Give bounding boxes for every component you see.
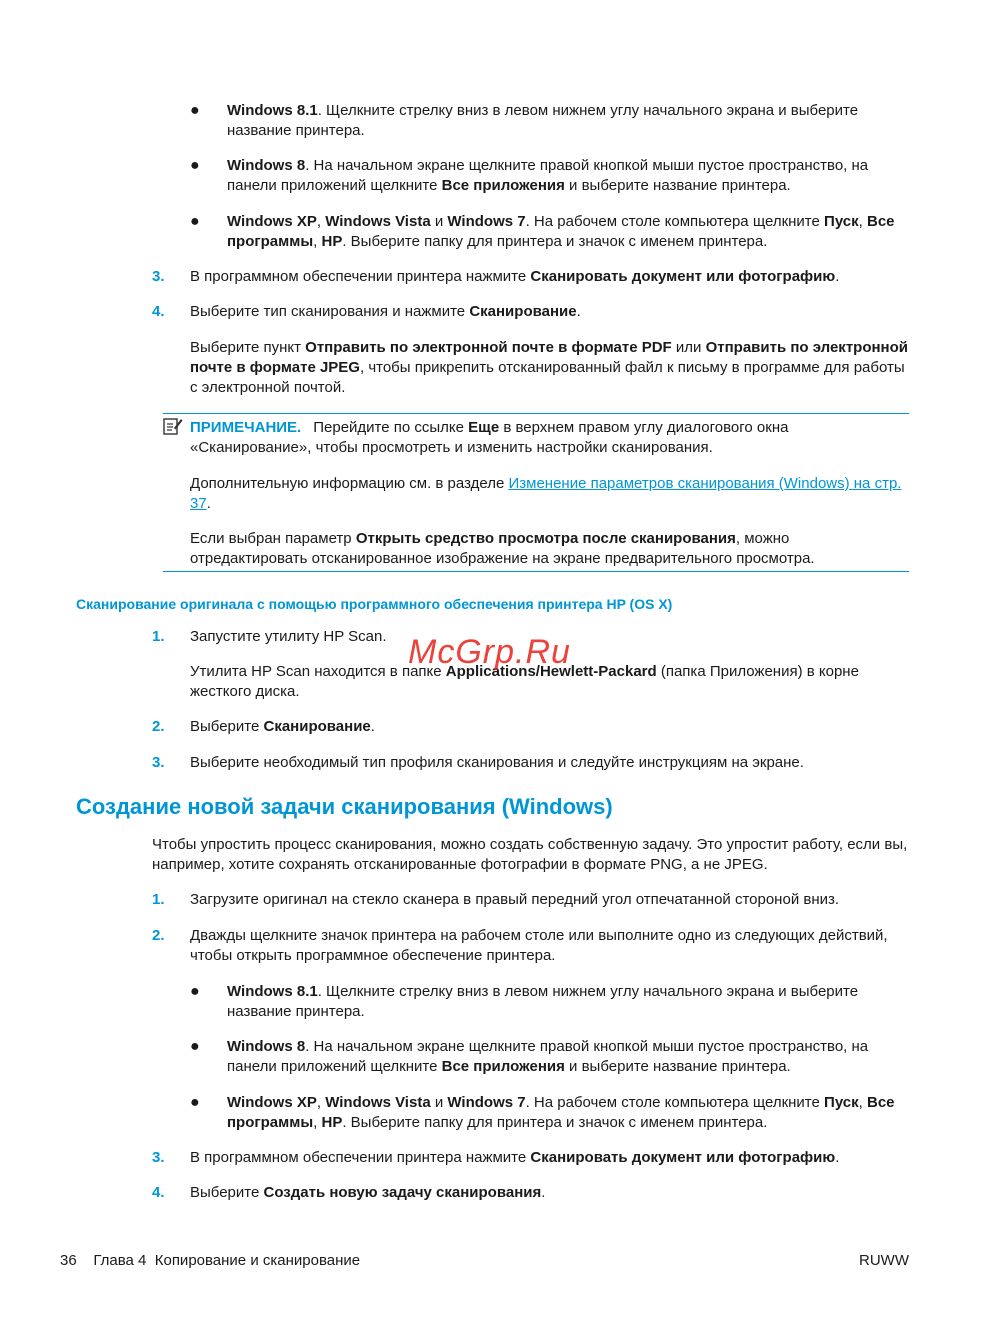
step-number: 2. [152,718,165,735]
bold-term: Открыть средство просмотра после сканирования [355,530,736,547]
bold-term: Windows Vista [325,1094,431,1111]
step-number: 4. [152,1184,165,1201]
bold-term: Сканировать документ или фотографию [530,1149,836,1166]
bullet-dot: ● [190,983,200,1000]
bold-term: Windows 7 [447,213,526,230]
bullet-text: Windows 8. На начальном экране щелкните правой кнопкой мыши пустое пространство, на панели приложений щелкните Все приложения и выберите название принтера. [227,157,869,194]
step-number: 3. [152,1149,165,1166]
note-pencil-icon [163,416,183,436]
bold-term: Пуск [824,1094,859,1111]
note-text: Перейдите по ссылке Еще в верхнем правом углу диалогового окна «Сканирование», чтобы просмотреть и изменить настройки сканирования. [190,419,789,456]
chapter-title: Копирование и сканирование [154,1252,361,1269]
bullet-text: Windows XP, Windows Vista и Windows 7. На рабочем столе компьютера щелкните Пуск, Все программы, HP. Выберите папку для принтера и значок с именем принтера. [227,213,895,250]
bullet-dot: ● [190,102,200,119]
bullet-dot: ● [190,1094,200,1111]
step-number: 3. [152,754,165,771]
step-text: Дважды щелкните значок принтера на рабочем столе или выполните одно из следующих действий, чтобы открыть программное обеспечение принтера. [190,927,888,964]
page-number: 36 [60,1252,77,1269]
step-text: В программном обеспечении принтера нажмите Сканировать документ или фотографию. [190,268,840,285]
watermark: McGrp.Ru [408,633,571,671]
footer-code: RUWW [859,1252,909,1269]
bold-term: HP [321,233,343,250]
scan-settings-link[interactable]: Изменение параметров сканирования (Windows) на стр. 37 [190,475,902,512]
footer-left [60,1251,360,1271]
bold-term: Windows 8 [227,1038,306,1055]
note-label: ПРИМЕЧАНИЕ. [190,419,302,436]
bold-term: Windows Vista [325,213,431,230]
bullet-dot: ● [190,213,200,230]
bold-term: Windows XP [227,213,317,230]
bold-term: Все приложения [441,1058,565,1075]
bold-term: Пуск [824,213,859,230]
note-top-rule [163,413,909,414]
step-number: 1. [152,891,165,908]
step-text: Выберите Создать новую задачу сканирования. [190,1184,546,1201]
step-number: 4. [152,303,165,320]
bold-term: HP [321,1114,343,1131]
bullet-text: Windows 8.1. Щелкните стрелку вниз в левом нижнем углу начального экрана и выберите название принтера. [227,102,859,139]
bold-term: Все программы [227,213,895,250]
bold-term: Создать новую задачу сканирования [263,1184,542,1201]
bold-term: Applications/Hewlett-Packard [445,663,657,680]
step-number: 3. [152,268,165,285]
bold-term: Windows XP [227,1094,317,1111]
bold-term: Все приложения [441,177,565,194]
note-paragraph: Если выбран параметр Открыть средство просмотра после сканирования, можно отредактировать отсканированное изображение на экране предварительного просмотра. [190,530,815,567]
step-detail: Утилита HP Scan находится в папке Applications/Hewlett-Packard (папка Приложения) в корне жесткого диска. [190,663,859,700]
bold-term: Сканирование [469,303,577,320]
step-text: Запустите утилиту HP Scan. [190,628,387,645]
bold-term: Сканирование [263,718,371,735]
note-reference-suffix: . [206,495,211,512]
bullet-text: Windows 8. На начальном экране щелкните правой кнопкой мыши пустое пространство, на панели приложений щелкните Все приложения и выберите название принтера. [227,1038,869,1075]
bold-term: Windows 8.1 [227,983,318,1000]
note-paragraph [190,418,910,458]
bold-term: Еще [468,419,500,436]
chapter-label: Глава 4 [93,1252,147,1269]
step-text: Загрузите оригинал на стекло сканера в правый передний угол отпечатанной стороной вниз. [190,891,840,908]
note-reference-prefix: Дополнительную информацию см. в разделе [190,475,509,492]
step-text: В программном обеспечении принтера нажмите Сканировать документ или фотографию. [190,1149,840,1166]
bold-term: Windows 8 [227,157,306,174]
mac-section-heading: Сканирование оригинала с помощью программного обеспечения принтера HP (OS X) [76,596,673,612]
bullet-dot: ● [190,157,200,174]
step-text: Выберите необходимый тип профиля сканирования и следуйте инструкциям на экране. [190,754,804,771]
bold-term: Сканировать документ или фотографию [530,268,836,285]
bullet-text: Windows 8.1. Щелкните стрелку вниз в левом нижнем углу начального экрана и выберите название принтера. [227,983,859,1020]
step-number: 1. [152,628,165,645]
bold-term: Windows 7 [447,1094,526,1111]
bold-term: Отправить по электронной почте в формате JPEG [190,339,908,376]
bullet-text: Windows XP, Windows Vista и Windows 7. На рабочем столе компьютера щелкните Пуск, Все программы, HP. Выберите папку для принтера и значок с именем принтера. [227,1094,895,1131]
step-text: Выберите Сканирование. [190,718,375,735]
bold-term: Отправить по электронной почте в формате PDF [305,339,672,356]
bold-term: Все программы [227,1094,895,1131]
step-detail: Выберите пункт Отправить по электронной почте в формате PDF или Отправить по электронной почте в формате JPEG, чтобы прикрепить отсканированный файл к письму в программе для работы с электронной почтой. [190,339,908,396]
note-reference [190,474,910,514]
step-text: Выберите тип сканирования и нажмите Сканирование. [190,303,581,320]
bold-term: Windows 8.1 [227,102,318,119]
step-number: 2. [152,927,165,944]
note-bottom-rule [163,571,909,572]
bullet-dot: ● [190,1038,200,1055]
section-title: Создание новой задачи сканирования (Windows) [76,794,613,819]
section-intro: Чтобы упростить процесс сканирования, можно создать собственную задачу. Это упростит работу, если вы, например, хотите сохранять отсканированные фотографии в формате PNG, а не JPEG. [152,836,908,873]
